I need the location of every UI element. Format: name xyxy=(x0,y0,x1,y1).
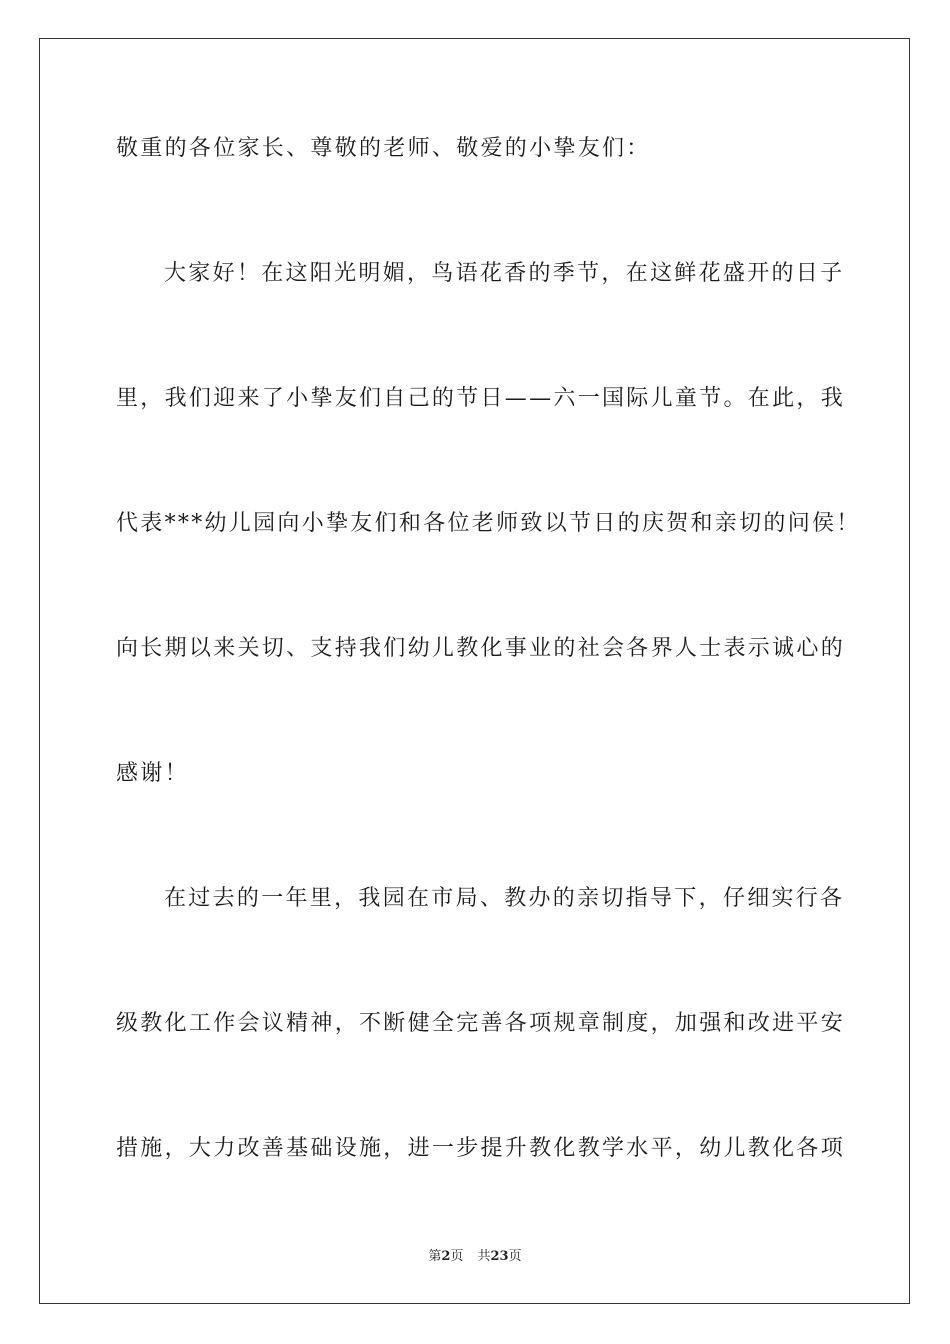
paragraph-line: 措施，大力改善基础设施，进一步提升教化教学水平，幼儿教化各项 xyxy=(116,1136,846,1161)
paragraph-line: 感谢！ xyxy=(116,761,189,786)
salutation-line: 敬重的各位家长、尊敬的老师、敬爱的小挚友们： xyxy=(116,136,651,161)
page-footer xyxy=(0,1248,950,1266)
page-number: 2 xyxy=(441,1249,451,1264)
total-pages: 23 xyxy=(490,1249,509,1264)
paragraph-line: 向长期以来关切、支持我们幼儿教化事业的社会各界人士表示诚心的 xyxy=(116,636,846,661)
page-prefix: 第 xyxy=(428,1249,442,1264)
paragraph-line: 里，我们迎来了小挚友们自己的节日——六一国际儿童节。在此，我 xyxy=(116,386,846,411)
paragraph-line: 在过去的一年里，我园在市局、教办的亲切指导下，仔细实行各 xyxy=(164,886,845,911)
paragraph-line: 大家好！在这阳光明媚，鸟语花香的季节，在这鲜花盛开的日子 xyxy=(164,261,845,286)
paragraph-line: 级教化工作会议精神，不断健全完善各项规章制度，加强和改进平安 xyxy=(116,1011,846,1036)
paragraph-line: 代表***幼儿园向小挚友们和各位老师致以节日的庆贺和亲切的问侯！ xyxy=(116,511,861,536)
page-frame xyxy=(39,38,910,1304)
total-prefix: 共 xyxy=(477,1249,491,1264)
total-suffix: 页 xyxy=(508,1249,522,1264)
page-suffix: 页 xyxy=(450,1249,464,1264)
